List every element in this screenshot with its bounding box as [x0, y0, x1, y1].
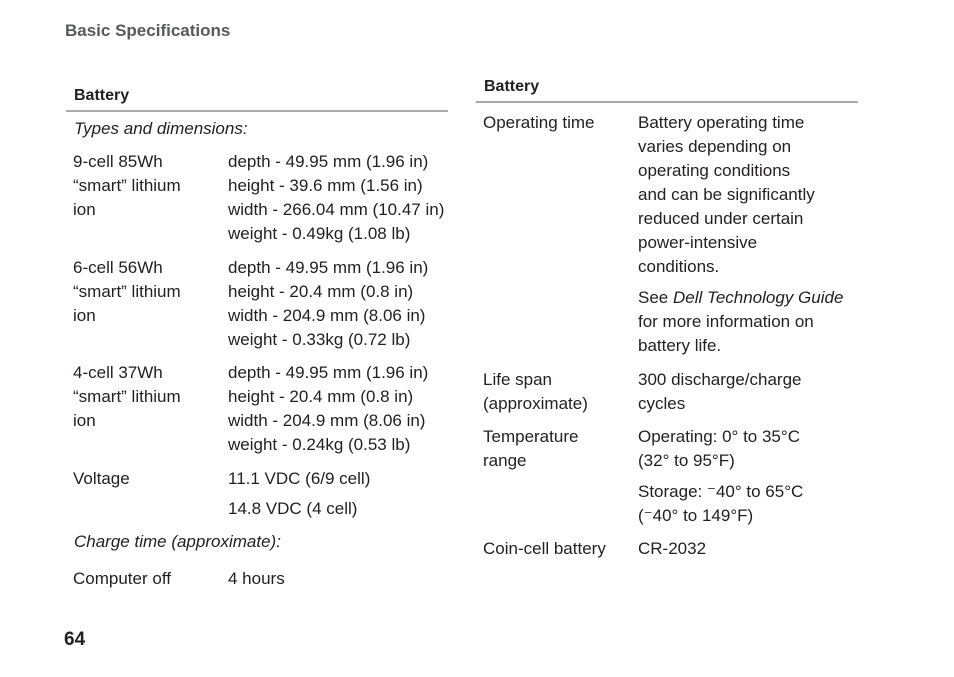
- computer-off-value: 4 hours: [228, 569, 285, 588]
- label-line: 9-cell 85Wh: [73, 152, 163, 171]
- text-line: (32° to 95°F): [638, 451, 735, 470]
- label-line: Temperature: [483, 427, 579, 446]
- battery-dimensions: [228, 361, 448, 457]
- voltage-label: Voltage: [73, 469, 130, 488]
- label-line: ion: [73, 200, 96, 219]
- see-prefix: See: [638, 288, 673, 307]
- charge-subheading: Charge time (approximate):: [74, 532, 281, 551]
- operating-time-value: [638, 111, 860, 358]
- voltage-values: [228, 467, 448, 521]
- text-line: varies depending on: [638, 137, 792, 156]
- text-line: Battery operating time: [638, 113, 805, 132]
- life-span-value: [638, 368, 860, 416]
- coin-cell-value: CR-2032: [638, 539, 707, 558]
- table-heading: Battery: [66, 84, 448, 112]
- label-line: “smart” lithium: [73, 387, 181, 406]
- coin-cell-row: [476, 537, 858, 561]
- dim-weight: weight - 0.24kg (0.53 lb): [228, 435, 411, 454]
- label-line: ion: [73, 411, 96, 430]
- text-line: (⁻40° to 149°F): [638, 506, 754, 525]
- dim-depth: depth - 49.95 mm (1.96 in): [228, 258, 429, 277]
- battery-label: [73, 150, 223, 222]
- label-line: ion: [73, 306, 96, 325]
- battery-row-4cell: [66, 361, 448, 457]
- text-line: Storage: ⁻40° to 65°C: [638, 482, 804, 501]
- operating-time-label: Operating time: [483, 113, 595, 132]
- temperature-value: [638, 425, 860, 528]
- dim-width: width - 204.9 mm (8.06 in): [228, 306, 426, 325]
- text-line: cycles: [638, 394, 686, 413]
- battery-dimensions: [228, 150, 448, 246]
- text-line: 300 discharge/charge: [638, 370, 802, 389]
- battery-label: [73, 361, 223, 433]
- battery-row-9cell: [66, 150, 448, 246]
- dim-depth: depth - 49.95 mm (1.96 in): [228, 152, 429, 171]
- text-line: power-intensive: [638, 233, 758, 252]
- see-guide-line: [638, 286, 860, 310]
- dim-height: height - 20.4 mm (0.8 in): [228, 387, 414, 406]
- computer-off-row: [66, 567, 448, 591]
- guide-title: Dell Technology Guide: [672, 288, 844, 307]
- types-subheading: Types and dimensions:: [74, 119, 248, 138]
- computer-off-label: Computer off: [73, 569, 171, 588]
- battery-label: [73, 256, 223, 328]
- life-span-label: [483, 368, 631, 416]
- text-line: Operating: 0° to 35°C: [638, 427, 800, 446]
- page-number: 64: [64, 629, 86, 650]
- label-line: Life span: [483, 370, 552, 389]
- temperature-row: [476, 425, 858, 528]
- voltage-value: 14.8 VDC (4 cell): [228, 499, 358, 518]
- text-line: for more information on: [638, 312, 814, 331]
- dim-weight: weight - 0.33kg (0.72 lb): [228, 330, 411, 349]
- text-line: conditions.: [638, 257, 720, 276]
- voltage-row: [66, 467, 448, 521]
- battery-info-table: [476, 75, 858, 561]
- label-line: (approximate): [483, 394, 588, 413]
- dim-height: height - 20.4 mm (0.8 in): [228, 282, 414, 301]
- label-line: 4-cell 37Wh: [73, 363, 163, 382]
- label-line: 6-cell 56Wh: [73, 258, 163, 277]
- text-line: operating conditions: [638, 161, 791, 180]
- voltage-value: 11.1 VDC (6/9 cell): [228, 469, 371, 488]
- text-line: and can be significantly: [638, 185, 815, 204]
- label-line: “smart” lithium: [73, 282, 181, 301]
- battery-dimensions: [228, 256, 448, 352]
- section-title: Basic Specifications: [65, 21, 231, 40]
- dim-width: width - 204.9 mm (8.06 in): [228, 411, 426, 430]
- dim-depth: depth - 49.95 mm (1.96 in): [228, 363, 429, 382]
- dim-height: height - 39.6 mm (1.56 in): [228, 176, 423, 195]
- temperature-label: [483, 425, 631, 473]
- text-line: battery life.: [638, 336, 722, 355]
- dim-weight: weight - 0.49kg (1.08 lb): [228, 224, 411, 243]
- label-line: range: [483, 451, 527, 470]
- operating-time-row: [476, 111, 858, 358]
- dim-width: width - 266.04 mm (10.47 in): [228, 200, 445, 219]
- text-line: reduced under certain: [638, 209, 804, 228]
- label-line: “smart” lithium: [73, 176, 181, 195]
- coin-cell-label: Coin-cell battery: [483, 539, 606, 558]
- table-heading: Battery: [476, 75, 858, 103]
- battery-dimensions-table: [66, 84, 448, 591]
- life-span-row: [476, 368, 858, 416]
- battery-row-6cell: [66, 256, 448, 352]
